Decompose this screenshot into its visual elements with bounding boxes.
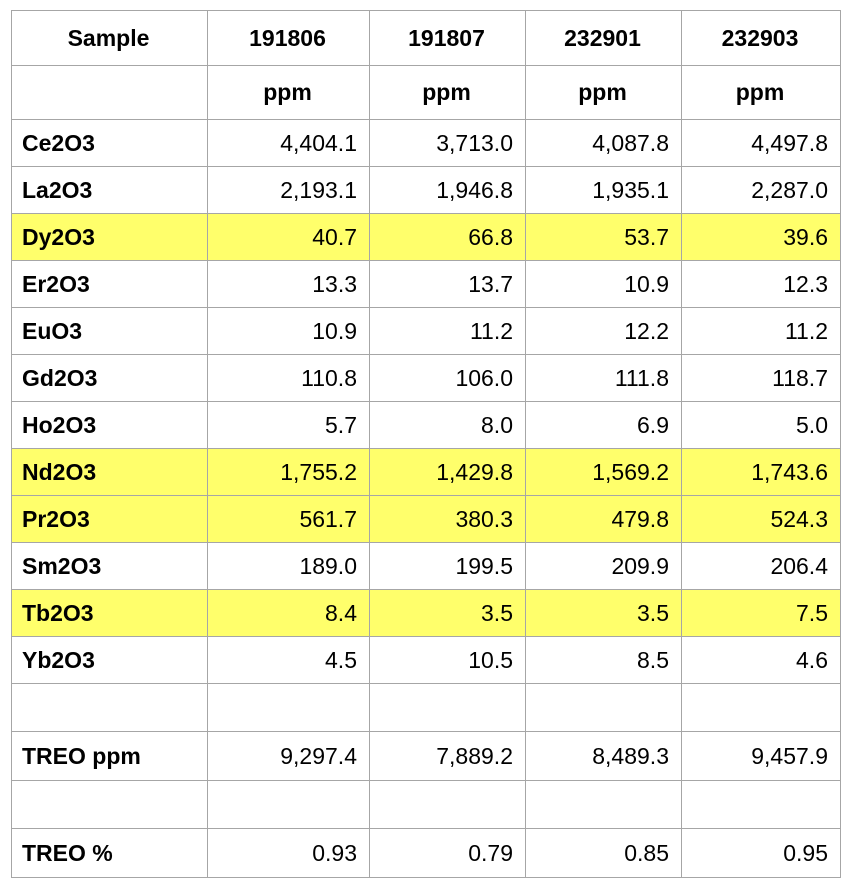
value-cell: 2,193.1 [208, 167, 370, 214]
empty-cell [526, 781, 682, 829]
value-cell: 13.7 [370, 261, 526, 308]
table-row-blank [12, 781, 841, 829]
value-cell: 206.4 [682, 543, 841, 590]
value-cell: 11.2 [370, 308, 526, 355]
empty-cell [526, 684, 682, 732]
value-cell: 3,713.0 [370, 120, 526, 167]
assay-table [11, 10, 841, 878]
value-cell: 8.4 [208, 590, 370, 637]
value-cell: 9,457.9 [682, 732, 841, 781]
row-label: Sm2O3 [12, 543, 208, 590]
header-cell-232901: 232901 [526, 11, 682, 66]
row-label: Pr2O3 [12, 496, 208, 543]
header-row [12, 11, 841, 66]
value-cell: 110.8 [208, 355, 370, 402]
units-cell: ppm [526, 66, 682, 120]
table-row-er2o3 [12, 261, 841, 308]
empty-cell [12, 684, 208, 732]
value-cell: 10.5 [370, 637, 526, 684]
value-cell: 4.5 [208, 637, 370, 684]
empty-cell [370, 684, 526, 732]
value-cell: 8.5 [526, 637, 682, 684]
value-cell: 3.5 [526, 590, 682, 637]
value-cell: 3.5 [370, 590, 526, 637]
value-cell: 111.8 [526, 355, 682, 402]
table-row-euo3 [12, 308, 841, 355]
header-cell-sample: Sample [12, 11, 208, 66]
units-cell: ppm [682, 66, 841, 120]
empty-cell [12, 781, 208, 829]
row-label: EuO3 [12, 308, 208, 355]
value-cell: 0.95 [682, 829, 841, 878]
value-cell: 106.0 [370, 355, 526, 402]
empty-cell [682, 684, 841, 732]
value-cell: 1,755.2 [208, 449, 370, 496]
table-row-treo-ppm [12, 732, 841, 781]
row-label: Ce2O3 [12, 120, 208, 167]
row-label: Tb2O3 [12, 590, 208, 637]
table-row-ho2o3 [12, 402, 841, 449]
value-cell: 0.85 [526, 829, 682, 878]
value-cell: 524.3 [682, 496, 841, 543]
table-row-ce2o3 [12, 120, 841, 167]
value-cell: 1,946.8 [370, 167, 526, 214]
row-label: Nd2O3 [12, 449, 208, 496]
units-cell: ppm [370, 66, 526, 120]
value-cell: 39.6 [682, 214, 841, 261]
value-cell: 4.6 [682, 637, 841, 684]
table-row-yb2o3 [12, 637, 841, 684]
table-row-blank [12, 684, 841, 732]
value-cell: 2,287.0 [682, 167, 841, 214]
table-row-pr2o3 [12, 496, 841, 543]
value-cell: 380.3 [370, 496, 526, 543]
table-row-dy2o3 [12, 214, 841, 261]
empty-cell [370, 781, 526, 829]
value-cell: 7.5 [682, 590, 841, 637]
row-label: Dy2O3 [12, 214, 208, 261]
row-label: TREO ppm [12, 732, 208, 781]
value-cell: 66.8 [370, 214, 526, 261]
table-row-la2o3 [12, 167, 841, 214]
units-cell: ppm [208, 66, 370, 120]
row-label: TREO % [12, 829, 208, 878]
value-cell: 10.9 [526, 261, 682, 308]
units-cell-empty [12, 66, 208, 120]
value-cell: 12.3 [682, 261, 841, 308]
value-cell: 4,497.8 [682, 120, 841, 167]
header-cell-191807: 191807 [370, 11, 526, 66]
value-cell: 1,569.2 [526, 449, 682, 496]
value-cell: 1,743.6 [682, 449, 841, 496]
units-row [12, 66, 841, 120]
value-cell: 479.8 [526, 496, 682, 543]
value-cell: 1,935.1 [526, 167, 682, 214]
value-cell: 5.7 [208, 402, 370, 449]
table-row-sm2o3 [12, 543, 841, 590]
empty-cell [208, 781, 370, 829]
header-cell-191806: 191806 [208, 11, 370, 66]
header-cell-232903: 232903 [682, 11, 841, 66]
value-cell: 40.7 [208, 214, 370, 261]
table-row-treo-percent [12, 829, 841, 878]
value-cell: 7,889.2 [370, 732, 526, 781]
value-cell: 4,404.1 [208, 120, 370, 167]
row-label: Yb2O3 [12, 637, 208, 684]
row-label: Er2O3 [12, 261, 208, 308]
value-cell: 11.2 [682, 308, 841, 355]
table-row-tb2o3 [12, 590, 841, 637]
table-row-nd2o3 [12, 449, 841, 496]
value-cell: 5.0 [682, 402, 841, 449]
value-cell: 1,429.8 [370, 449, 526, 496]
value-cell: 6.9 [526, 402, 682, 449]
value-cell: 0.93 [208, 829, 370, 878]
value-cell: 8,489.3 [526, 732, 682, 781]
row-label: La2O3 [12, 167, 208, 214]
value-cell: 12.2 [526, 308, 682, 355]
value-cell: 118.7 [682, 355, 841, 402]
empty-cell [682, 781, 841, 829]
value-cell: 0.79 [370, 829, 526, 878]
value-cell: 9,297.4 [208, 732, 370, 781]
value-cell: 199.5 [370, 543, 526, 590]
empty-cell [208, 684, 370, 732]
value-cell: 10.9 [208, 308, 370, 355]
table-row-gd2o3 [12, 355, 841, 402]
row-label: Ho2O3 [12, 402, 208, 449]
value-cell: 8.0 [370, 402, 526, 449]
value-cell: 53.7 [526, 214, 682, 261]
value-cell: 189.0 [208, 543, 370, 590]
value-cell: 209.9 [526, 543, 682, 590]
row-label: Gd2O3 [12, 355, 208, 402]
value-cell: 4,087.8 [526, 120, 682, 167]
value-cell: 13.3 [208, 261, 370, 308]
value-cell: 561.7 [208, 496, 370, 543]
